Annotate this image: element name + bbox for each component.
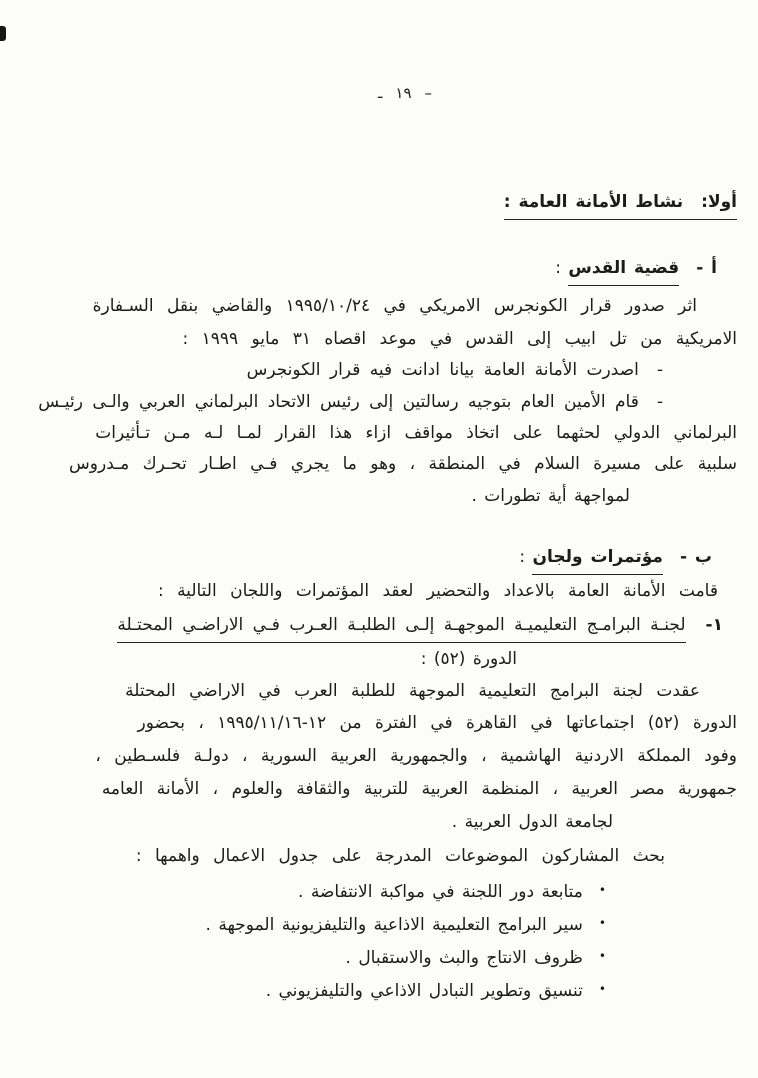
item-1-body-line: جمهورية مصر العربية ، المنظمة العربية للتربية والثقافة والعلوم ، الأمانة العامه xyxy=(101,779,737,799)
section-a-paragraph-line: اثر صدور قرار الكونجرس الامريكي في ١٩٩٥/١٠/٢٤ والقاضي بنقل السـفارة xyxy=(92,296,697,316)
item-1-body-line: لجامعة الدول العربية . xyxy=(451,812,613,832)
bullet-dot-icon: • xyxy=(598,949,606,963)
item-1-title-line2: الدورة (٥٢) : xyxy=(420,649,517,669)
bullet-dot-icon: • xyxy=(598,916,606,930)
section-a-paragraph-line: الامريكية من تل ابيب إلى القدس في موعد اقصاه ٣١ مايو ١٩٩٩ : xyxy=(182,329,737,349)
dash-item-text: اصدرت الأمانة العامة بيانا ادانت فيه قرار الكونجرس xyxy=(246,360,639,380)
agenda-bullet-item xyxy=(346,944,606,970)
item-1-number: ١- xyxy=(705,615,723,635)
section-b-intro: قامت الأمانة العامة بالاعداد والتحضير لعقد المؤتمرات واللجان التالية : xyxy=(157,581,718,601)
agenda-bullet-item xyxy=(206,911,606,937)
section-b-marker: ب - xyxy=(679,547,712,567)
dash-marker: - xyxy=(656,392,663,412)
item-1-title-text: لجنـة البرامـج التعليميـة الموجهـة إلـى الطلبـة العـرب فـي الاراضـي المحتـلة xyxy=(117,613,685,643)
item-1-body-line: عقدت لجنة البرامج التعليمية الموجهة للطلبة العرب في الاراضي المحتلة xyxy=(125,681,700,701)
section-a-dash-item xyxy=(38,390,663,414)
section-b-colon: : xyxy=(519,547,533,567)
agenda-item-text: سير البرامج التعليمية الاذاعية والتليفزيونية الموجهة . xyxy=(205,915,583,935)
dash-item-continuation: لمواجهة أية تطورات . xyxy=(471,486,630,506)
section-a-dash-item xyxy=(247,358,663,382)
dash-item-continuation: سلبية على مسيرة السلام في المنطقة ، وهو ما يجري فـي اطـار تحـرك مـدروس xyxy=(69,454,737,474)
page-number-right-mark: – xyxy=(424,84,433,102)
main-heading xyxy=(504,190,737,220)
dash-item-text: قام الأمين العام بتوجيه رسالتين إلى رئيس الاتحاد البرلماني العربي والـى رئيـس xyxy=(38,392,639,412)
section-a-colon: : xyxy=(555,258,569,278)
page-number-left-mark: ـ xyxy=(377,84,383,102)
bullet-dot-icon: • xyxy=(598,883,606,897)
section-a-title: قضية القدس xyxy=(568,256,679,286)
main-heading-label: أولا: xyxy=(701,192,737,212)
item-1-body-line: الدورة (٥٢) اجتماعاتها في القاهرة في الفترة من ١٢-١٩٩٥/١١/١٦ ، بحضور xyxy=(137,713,737,733)
page-number-value: ١٩ xyxy=(395,84,412,102)
main-heading-title: نشاط الأمانة العامة : xyxy=(503,192,684,212)
section-b-heading xyxy=(519,545,712,575)
agenda-item-text: ظروف الانتاج والبث والاستقبال . xyxy=(345,948,583,968)
bullet-dot-icon: • xyxy=(598,982,606,996)
agenda-bullet-item xyxy=(266,977,606,1003)
item-1-title xyxy=(117,613,723,643)
dash-marker: - xyxy=(656,360,663,380)
page-number xyxy=(350,84,460,102)
agenda-item-text: متابعة دور اللجنة في مواكبة الانتفاضة . xyxy=(298,882,583,902)
agenda-bullet-item xyxy=(298,878,606,904)
section-a-heading xyxy=(555,256,717,286)
section-b-title: مؤتمرات ولجان xyxy=(532,545,662,575)
item-1-body-line: وفود المملكة الاردنية الهاشمية ، والجمهورية العربية السورية ، دولـة فلسـطين ، xyxy=(95,746,737,766)
agenda-intro: بحث المشاركون الموضوعات المدرجة على جدول الاعمال واهمها : xyxy=(135,846,665,866)
section-a-marker: أ - xyxy=(696,258,717,278)
agenda-item-text: تنسيق وتطوير التبادل الاذاعي والتليفزيوني . xyxy=(265,981,583,1001)
dash-item-continuation: البرلماني الدولي لحثهما على اتخاذ مواقف ازاء هذا القرار لمـا لـه مـن تـأثيرات xyxy=(95,423,737,443)
scan-artifact-smudge xyxy=(0,26,6,41)
